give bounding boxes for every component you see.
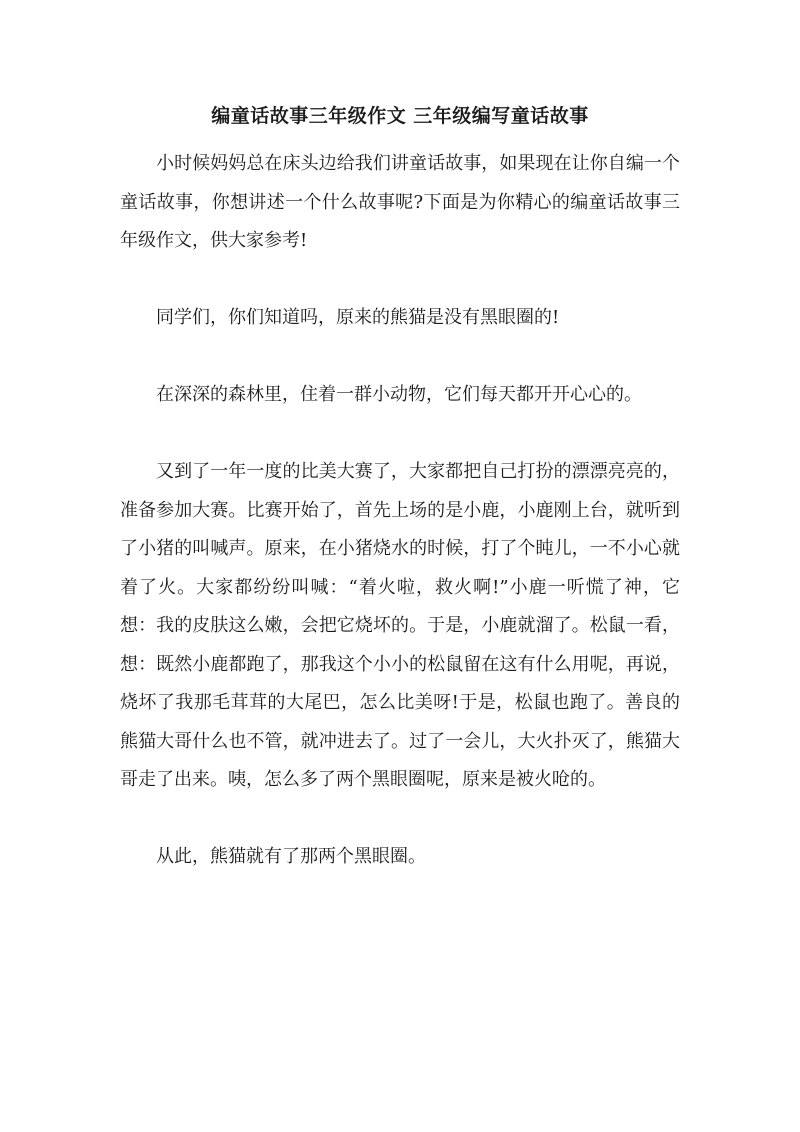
paragraph-spacer [120,261,680,300]
paragraph-spacer [120,338,680,377]
document-body [120,145,680,877]
paragraph-spacer [120,800,680,839]
paragraph-contest: 又到了一年一度的比美大赛了，大家都把自己打扮的漂漂亮亮的，准备参加大赛。比赛开始了，首先上场的是小鹿，小鹿刚上台，就听到了小猪的叫喊声。原来，在小猪烧水的时候，打了个盹儿，一不小心就着了火。大家都纷纷叫喊：“着火啦，救火啊!”小鹿一听慌了神，它想：我的皮肤这么嫩，会把它烧坏的。于是，小鹿就溜了。松鼠一看，想：既然小鹿都跑了，那我这个小小的松鼠留在这有什么用呢，再说，烧坏了我那毛茸茸的大尾巴，怎么比美呀!于是，松鼠也跑了。善良的熊猫大哥什么也不管，就冲进去了。过了一会儿，大火扑灭了，熊猫大哥走了出来。咦，怎么多了两个黑眼圈呢，原来是被火呛的。 [120,461,680,790]
paragraph-ending: 从此，熊猫就有了那两个黑眼圈。 [156,846,426,867]
paragraph-spacer [120,415,680,454]
document-title: 编童话故事三年级作文 三年级编写童话故事 [211,105,589,127]
paragraph-intro: 小时候妈妈总在床头边给我们讲童话故事，如果现在让你自编一个童话故事，你想讲述一个什么故事呢?下面是为你精心的编童话故事三年级作文，供大家参考! [120,153,680,251]
paragraph-forest: 在深深的森林里，住着一群小动物，它们每天都开开心心的。 [156,384,642,405]
paragraph-question: 同学们，你们知道吗，原来的熊猫是没有黑眼圈的! [156,307,560,328]
